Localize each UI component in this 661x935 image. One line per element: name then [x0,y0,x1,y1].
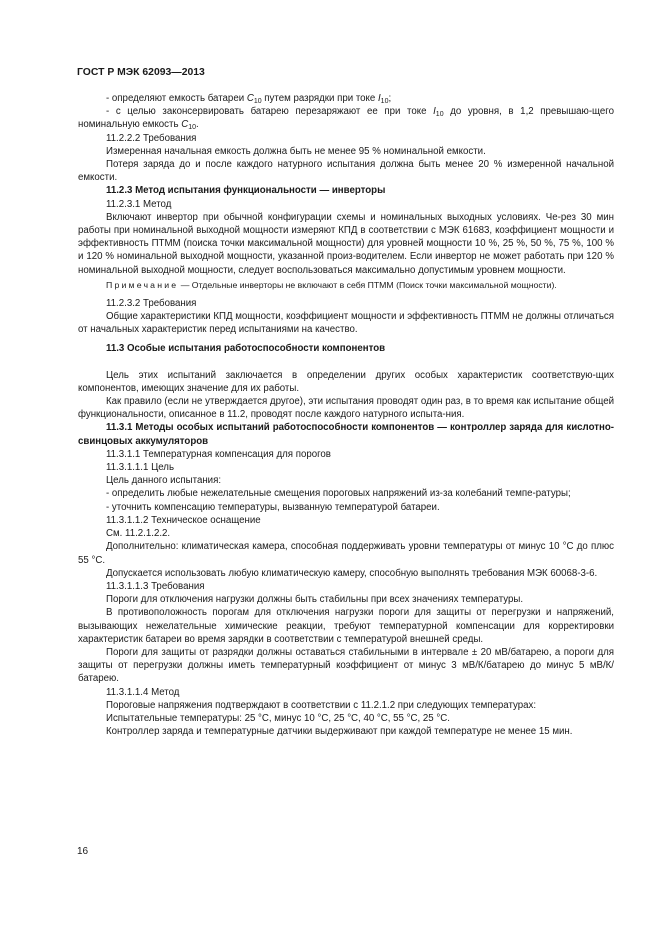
paragraph: Цель этих испытаний заключается в определении других особых характеристик соответствую-щих компонентов, имеющих значение для их работы. [78,369,614,394]
note-label: Примечание [106,279,179,290]
section-heading: 11.3.1.1.1 Цель [106,462,174,474]
paragraph: См. 11.2.1.2.2. [106,528,171,540]
paragraph: - с целью законсервировать батарею перезаряжают ее при токе $I_{10}$ до уровня, в 1,2 превышаю-щего номинальную емкость $C_{10}$. [78,106,615,132]
paragraph: Потеря заряда до и после каждого натурного испытания должна быть менее 20 % измеренной начальной емкости. [78,159,614,184]
paragraph: Как правило (если не утверждается другое), эти испытания проводят один раз, в то время как испытание общей функциональности, описанное в 11.2, проводят после каждого натурного испыта-ния. [78,396,614,421]
section-heading: 11.3.1.1.3 Требования [106,580,205,592]
section-heading: 11.2.3.1 Метод [106,198,172,210]
paragraph: Пороги для защиты от разрядки должны оставаться стабильными в интервале ± 20 мВ/батарею, а пороги для защиты от перегрузки должны иметь температурный коэффициент от минус 3 мВ/К/батарею до минус 5 мВ/К/батарею. [78,646,614,685]
section-heading: 11.2.3.2 Требования [106,297,197,309]
list-item: - определить любые нежелательные смещения пороговых напряжений из-за колебаний темпе-ратуры; [106,488,571,500]
paragraph: Измеренная начальная емкость должна быть не менее 95 % номинальной емкости. [106,145,486,157]
paragraph: Включают инвертор при обычной конфигурации схемы и номинальных выходных условиях. Че-рез 30 мин работы при номинальной выходной мощности измеряют КПД в соответствии с МЭК 61683, коэффициент мощности и эффективность ПТММ (поиска точки максимальной мощности) для уровней мощности 10 %, 25 %, 50 %, 75 %, 100 % и 120 % номинальной выходной мощности, указанной произ-водителем. Если инвертор не может работать при 120 % номинальной выходной мощности, следует воспользоваться максимально допустимым уровнем мощности. [78,211,614,276]
paragraph: Общие характеристики КПД мощности, коэффициент мощности и эффективность ПТММ не должны отличаться от начальных характеристик перед испытаниями на качество. [78,311,614,336]
paragraph: В противоположность порогам для отключения нагрузки пороги для защиты от перегрузки и напряжений, вызывающих нежелательные химические реакции, требуют температурной компенсации для корректировки характеристик батареи во время зарядки в соответствии с температурой внешней среды. [78,607,614,645]
page-number: 16 [77,846,89,857]
section-heading: 11.3.1.1.2 Техническое оснащение [106,514,261,526]
formula-c10: C [246,93,254,104]
section-heading: 11.3.1.1.4 Метод [106,686,180,698]
list-item: - уточнить компенсацию температуры, вызванную температурой батареи. [106,501,440,513]
paragraph: Дополнительно: климатическая камера, способная поддерживать уровни температуры от минус 10 °С до плюс 55 °С. [78,541,614,566]
section-heading: 11.3 Особые испытания работоспособности компонентов [106,343,386,355]
paragraph: Допускается использовать любую климатическую камеру, способную выполнять требования МЭК 60068-3-6. [106,567,598,579]
note [78,279,614,291]
section-heading: 11.2.2.2 Требования [106,132,197,144]
formula-i10: I [377,93,381,104]
note-text: — Отдельные инверторы не включают в себя ПТММ (Поиск точки максимальной мощности). [178,279,557,290]
document-header: ГОСТ Р МЭК 62093—2013 [77,67,205,78]
formula-c10: C [181,119,189,131]
paragraph: Испытательные температуры: 25 °С, минус 10 °С, 25 °С, 40 °С, 55 °С, 25 °С. [106,712,450,724]
paragraph: - определяют емкость батареи $C_{10}$ путем разрядки при токе $I_{10}$; [106,93,392,105]
paragraph: Цель данного испытания: [106,475,222,487]
section-heading: 11.3.1 Методы особых испытаний работоспособности компонентов — контроллер заряда для кислотно-свинцовых аккумуляторов [78,422,614,447]
formula-i10: I [433,106,436,118]
section-heading: 11.3.1.1 Температурная компенсация для порогов [106,448,331,460]
paragraph: Пороговые напряжения подтверждают в соответствии с 11.2.1.2 при следующих температурах: [106,699,537,711]
paragraph: Контроллер заряда и температурные датчики выдерживают при каждой температуре не менее 15 мин. [106,726,573,738]
document-body [78,92,614,738]
paragraph: Пороги для отключения нагрузки должны быть стабильны при всех значениях температуры. [106,594,524,606]
section-heading: 11.2.3 Метод испытания функциональности — инверторы [106,185,386,197]
